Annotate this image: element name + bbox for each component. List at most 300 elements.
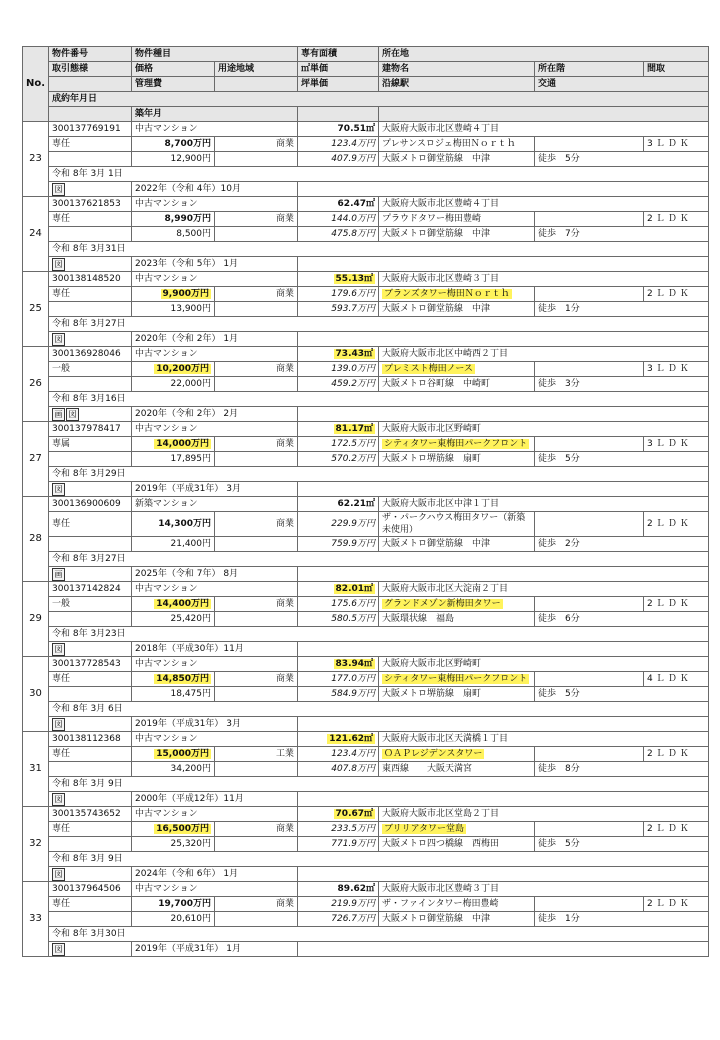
- building-name: [379, 212, 535, 227]
- record-row-1: [23, 422, 709, 437]
- zoning: 商業: [215, 137, 298, 152]
- management-fee: 21,400円: [132, 537, 215, 552]
- record-row-1: [23, 272, 709, 287]
- blank-cell: [215, 377, 298, 392]
- record-no: 29: [23, 582, 49, 657]
- record-row-4: [23, 467, 709, 482]
- layout: 2ＬＤＫ: [644, 512, 709, 537]
- record-row-2: [23, 512, 709, 537]
- header-row-5: [23, 107, 709, 122]
- record-row-2: [23, 362, 709, 377]
- listing-table-body: [23, 47, 709, 957]
- management-fee: 25,420円: [132, 612, 215, 627]
- record-row-5: [23, 717, 709, 732]
- access: 徒歩 5分: [535, 687, 709, 702]
- zoning: 商業: [215, 672, 298, 687]
- management-fee: 20,610円: [132, 912, 215, 927]
- attachment-icons: [49, 332, 132, 347]
- floorplan-icon[interactable]: 図: [52, 483, 65, 496]
- property-type: 中古マンション: [132, 582, 298, 597]
- photo-icon[interactable]: 画: [52, 568, 65, 581]
- record-no: 24: [23, 197, 49, 272]
- floor: [535, 512, 644, 537]
- area: [298, 422, 379, 437]
- area: [298, 197, 379, 212]
- area: [298, 657, 379, 672]
- property-type: 中古マンション: [132, 272, 298, 287]
- tsubo-price: 771.9万円: [298, 837, 379, 852]
- zoning: 商業: [215, 212, 298, 227]
- access: 徒歩 7分: [535, 227, 709, 242]
- area: [298, 497, 379, 512]
- deal-type: 一般: [49, 362, 132, 377]
- record-row-2: [23, 672, 709, 687]
- property-type: 中古マンション: [132, 882, 298, 897]
- built-date: 2000年（平成12年）11月: [132, 792, 298, 807]
- tsubo-price: 459.2万円: [298, 377, 379, 392]
- property-type: 中古マンション: [132, 422, 298, 437]
- header-built: 築年月: [132, 107, 298, 122]
- price-value: 8,990万円: [164, 214, 211, 224]
- record-row-5: [23, 792, 709, 807]
- area: [298, 582, 379, 597]
- address: 大阪府大阪市北区豊崎３丁目: [379, 882, 709, 897]
- header-blank: [49, 77, 132, 92]
- property-number[interactable]: 300136928046: [49, 347, 132, 362]
- deal-type: 専任: [49, 512, 132, 537]
- price-value: 9,900万円: [162, 289, 209, 299]
- building-name: [379, 362, 535, 377]
- blank-cell: [49, 227, 132, 242]
- record-row-2: [23, 747, 709, 762]
- record-row-1: [23, 197, 709, 212]
- price: [132, 362, 215, 377]
- sqm-price: 179.6万円: [298, 287, 379, 302]
- property-listing-sheet: [22, 46, 708, 957]
- price: [132, 822, 215, 837]
- sqm-price: 219.9万円: [298, 897, 379, 912]
- attachment-icons: [49, 942, 132, 957]
- record-row-3: [23, 912, 709, 927]
- building-value: プレミスト梅田ノース: [384, 364, 473, 374]
- price: [132, 212, 215, 227]
- address: 大阪府大阪市北区大淀南２丁目: [379, 582, 709, 597]
- header-row-4: [23, 92, 709, 107]
- railway-station: 大阪メトロ御堂筋線 中津: [379, 152, 535, 167]
- record-row-2: [23, 437, 709, 452]
- record-row-1: [23, 122, 709, 137]
- tsubo-price: 475.8万円: [298, 227, 379, 242]
- record-no: 25: [23, 272, 49, 347]
- railway-station: 東西線 大阪天満宮: [379, 762, 535, 777]
- area-value: 62.21㎡: [337, 499, 376, 509]
- blank-cell: [215, 687, 298, 702]
- blank-cell: [49, 537, 132, 552]
- layout: 2ＬＤＫ: [644, 212, 709, 227]
- address: 大阪府大阪市北区堂島２丁目: [379, 807, 709, 822]
- blank-cell: [49, 302, 132, 317]
- listing-table: [22, 46, 709, 957]
- header-zoning: 用途地域: [215, 62, 298, 77]
- railway-station: 大阪メトロ谷町線 中崎町: [379, 377, 535, 392]
- sqm-price: 175.6万円: [298, 597, 379, 612]
- property-number[interactable]: 300136900609: [49, 497, 132, 512]
- record-row-4: [23, 627, 709, 642]
- record-no: 33: [23, 882, 49, 957]
- tsubo-price: 759.9万円: [298, 537, 379, 552]
- header-floor: 所在階: [535, 62, 644, 77]
- floorplan-icon[interactable]: 図: [52, 943, 65, 956]
- floor: [535, 212, 644, 227]
- management-fee: 18,475円: [132, 687, 215, 702]
- price-value: 16,500万円: [156, 824, 209, 834]
- blank-cell: [215, 762, 298, 777]
- area-value: 70.51㎡: [337, 124, 376, 134]
- layout: 3ＬＤＫ: [644, 437, 709, 452]
- blank-cell: [215, 452, 298, 467]
- record-row-3: [23, 762, 709, 777]
- floor: [535, 822, 644, 837]
- price: [132, 287, 215, 302]
- attachment-icons: [49, 642, 132, 657]
- zoning: 商業: [215, 822, 298, 837]
- access: 徒歩 5分: [535, 152, 709, 167]
- record-row-5: [23, 182, 709, 197]
- header-access: 交通: [535, 77, 709, 92]
- price-value: 14,850万円: [156, 674, 209, 684]
- record-row-4: [23, 317, 709, 332]
- property-number[interactable]: 300137964506: [49, 882, 132, 897]
- record-row-4: [23, 552, 709, 567]
- layout: 3ＬＤＫ: [644, 362, 709, 377]
- contract-date: 令和 8年 3月30日: [49, 927, 709, 942]
- header-row-3: [23, 77, 709, 92]
- building-name: [379, 822, 535, 837]
- header-fee: 管理費: [132, 77, 215, 92]
- blank-cell: [298, 182, 709, 197]
- building-name: [379, 897, 535, 912]
- floor: [535, 137, 644, 152]
- area-value: 73.43㎡: [335, 349, 374, 359]
- area: [298, 272, 379, 287]
- management-fee: 22,000円: [132, 377, 215, 392]
- deal-type: 専任: [49, 212, 132, 227]
- record-row-3: [23, 687, 709, 702]
- access: 徒歩 3分: [535, 377, 709, 392]
- area: [298, 347, 379, 362]
- access: 徒歩 2分: [535, 537, 709, 552]
- header-property-type: 物件種目: [132, 47, 298, 62]
- property-number[interactable]: 300137728543: [49, 657, 132, 672]
- building-value: シティタワー東梅田パークフロント: [384, 674, 528, 684]
- management-fee: 8,500円: [132, 227, 215, 242]
- railway-station: 大阪メトロ四つ橋線 西梅田: [379, 837, 535, 852]
- property-type: 新築マンション: [132, 497, 298, 512]
- management-fee: 12,900円: [132, 152, 215, 167]
- blank-cell: [215, 837, 298, 852]
- zoning: 商業: [215, 287, 298, 302]
- record-row-1: [23, 732, 709, 747]
- header-blank: [215, 77, 298, 92]
- deal-type: 一般: [49, 597, 132, 612]
- price-value: 14,400万円: [156, 599, 209, 609]
- record-row-4: [23, 242, 709, 257]
- address: 大阪府大阪市北区豊崎４丁目: [379, 122, 709, 137]
- building-name: [379, 597, 535, 612]
- record-row-2: [23, 897, 709, 912]
- sqm-price: 123.4万円: [298, 747, 379, 762]
- attachment-icons: [49, 482, 132, 497]
- area: [298, 882, 379, 897]
- built-date: 2023年（令和 5年） 1月: [132, 257, 298, 272]
- built-date: 2018年（平成30年）11月: [132, 642, 298, 657]
- price: [132, 512, 215, 537]
- contract-date: 令和 8年 3月27日: [49, 552, 709, 567]
- property-type: 中古マンション: [132, 347, 298, 362]
- area: [298, 807, 379, 822]
- record-row-5: [23, 642, 709, 657]
- record-no: 31: [23, 732, 49, 807]
- area-value: 121.62㎡: [329, 734, 374, 744]
- record-row-5: [23, 942, 709, 957]
- contract-date: 令和 8年 3月29日: [49, 467, 709, 482]
- record-no: 30: [23, 657, 49, 732]
- attachment-icons: [49, 792, 132, 807]
- photo-icon[interactable]: 画: [52, 408, 65, 421]
- contract-date: 令和 8年 3月31日: [49, 242, 709, 257]
- record-row-1: [23, 582, 709, 597]
- railway-station: 大阪メトロ御堂筋線 中津: [379, 302, 535, 317]
- zoning: 商業: [215, 362, 298, 377]
- blank-cell: [215, 537, 298, 552]
- property-number[interactable]: 300137978417: [49, 422, 132, 437]
- header-blank: [298, 107, 379, 122]
- area-value: 62.47㎡: [337, 199, 376, 209]
- blank-cell: [49, 377, 132, 392]
- built-date: 2020年（令和 2年） 1月: [132, 332, 298, 347]
- sqm-price: 144.0万円: [298, 212, 379, 227]
- contract-date: 令和 8年 3月 6日: [49, 702, 709, 717]
- area: [298, 122, 379, 137]
- floorplan-icon[interactable]: 図: [52, 718, 65, 731]
- blank-cell: [49, 152, 132, 167]
- access: 徒歩 1分: [535, 302, 709, 317]
- property-number[interactable]: 300137142824: [49, 582, 132, 597]
- blank-cell: [298, 867, 709, 882]
- building-value: グランドメゾン新梅田タワー: [384, 599, 501, 609]
- record-row-3: [23, 152, 709, 167]
- price: [132, 747, 215, 762]
- record-row-2: [23, 597, 709, 612]
- price-value: 19,700万円: [158, 899, 211, 909]
- deal-type: 専任: [49, 822, 132, 837]
- price-value: 10,200万円: [156, 364, 209, 374]
- price-value: 15,000万円: [156, 749, 209, 759]
- blank-cell: [298, 482, 709, 497]
- floorplan-icon[interactable]: 図: [52, 183, 65, 196]
- contract-date: 令和 8年 3月23日: [49, 627, 709, 642]
- zoning: 商業: [215, 512, 298, 537]
- built-date: 2020年（令和 2年） 2月: [132, 407, 298, 422]
- deal-type: 専任: [49, 897, 132, 912]
- floorplan-icon[interactable]: 図: [52, 258, 65, 271]
- record-row-3: [23, 302, 709, 317]
- record-row-2: [23, 137, 709, 152]
- blank-cell: [298, 942, 709, 957]
- address: 大阪府大阪市北区野崎町: [379, 422, 709, 437]
- property-number[interactable]: 300138112368: [49, 732, 132, 747]
- record-no: 27: [23, 422, 49, 497]
- header-address: 所在地: [379, 47, 709, 62]
- record-row-5: [23, 407, 709, 422]
- record-row-2: [23, 822, 709, 837]
- attachment-icons: [49, 717, 132, 732]
- built-date: 2022年（令和 4年）10月: [132, 182, 298, 197]
- blank-cell: [298, 332, 709, 347]
- price-value: 8,700万円: [164, 139, 211, 149]
- header-row-1: [23, 47, 709, 62]
- property-number[interactable]: 300137621853: [49, 197, 132, 212]
- floorplan-icon[interactable]: 図: [52, 793, 65, 806]
- property-number[interactable]: 300135743652: [49, 807, 132, 822]
- area-value: 82.01㎡: [335, 584, 374, 594]
- header-blank: [379, 107, 709, 122]
- area-value: 55.13㎡: [335, 274, 374, 284]
- zoning: 商業: [215, 897, 298, 912]
- tsubo-price: 407.9万円: [298, 152, 379, 167]
- floorplan-icon[interactable]: 図: [66, 408, 79, 421]
- header-line: 沿線駅: [379, 77, 535, 92]
- record-row-3: [23, 612, 709, 627]
- access: 徒歩 5分: [535, 837, 709, 852]
- building-name: [379, 672, 535, 687]
- record-row-1: [23, 657, 709, 672]
- price: [132, 597, 215, 612]
- address: 大阪府大阪市北区野崎町: [379, 657, 709, 672]
- tsubo-price: 570.2万円: [298, 452, 379, 467]
- tsubo-price: 726.7万円: [298, 912, 379, 927]
- building-value: ブランズタワー梅田Ｎｏｒｔｈ: [384, 289, 510, 299]
- property-number[interactable]: 300138148520: [49, 272, 132, 287]
- building-name: [379, 437, 535, 452]
- record-row-1: [23, 807, 709, 822]
- record-row-1: [23, 882, 709, 897]
- zoning: 商業: [215, 437, 298, 452]
- deal-type: 専属: [49, 437, 132, 452]
- layout: 4ＬＤＫ: [644, 672, 709, 687]
- access: 徒歩 5分: [535, 452, 709, 467]
- floor: [535, 597, 644, 612]
- sqm-price: 177.0万円: [298, 672, 379, 687]
- deal-type: 専任: [49, 672, 132, 687]
- property-type: 中古マンション: [132, 732, 298, 747]
- access: 徒歩 6分: [535, 612, 709, 627]
- layout: 2ＬＤＫ: [644, 597, 709, 612]
- tsubo-price: 593.7万円: [298, 302, 379, 317]
- sqm-price: 233.5万円: [298, 822, 379, 837]
- building-value: シティタワー東梅田パークフロント: [384, 439, 528, 449]
- address: 大阪府大阪市北区中崎西２丁目: [379, 347, 709, 362]
- floorplan-icon[interactable]: 図: [52, 333, 65, 346]
- record-row-3: [23, 837, 709, 852]
- deal-type: 専任: [49, 287, 132, 302]
- record-row-3: [23, 537, 709, 552]
- railway-station: 大阪メトロ御堂筋線 中津: [379, 227, 535, 242]
- blank-cell: [49, 837, 132, 852]
- record-no: 23: [23, 122, 49, 197]
- building-value: ザ・ファインタワー梅田豊崎: [382, 899, 499, 909]
- price-value: 14,000万円: [156, 439, 209, 449]
- record-row-5: [23, 332, 709, 347]
- attachment-icons: [49, 182, 132, 197]
- attachment-icons: [49, 567, 132, 582]
- blank-cell: [215, 912, 298, 927]
- building-value: プレサンスロジェ梅田Ｎｏｒｔｈ: [382, 139, 516, 149]
- area: [298, 732, 379, 747]
- price: [132, 137, 215, 152]
- blank-cell: [49, 687, 132, 702]
- contract-date: 令和 8年 3月 1日: [49, 167, 709, 182]
- record-row-4: [23, 167, 709, 182]
- record-row-5: [23, 867, 709, 882]
- blank-cell: [298, 257, 709, 272]
- railway-station: 大阪環状線 福島: [379, 612, 535, 627]
- floorplan-icon[interactable]: 図: [52, 643, 65, 656]
- header-deal-type: 取引態様: [49, 62, 132, 77]
- contract-date: 令和 8年 3月16日: [49, 392, 709, 407]
- building-value: プラウドタワー梅田豊崎: [382, 214, 482, 224]
- building-name: [379, 287, 535, 302]
- built-date: 2019年（平成31年） 1月: [132, 942, 298, 957]
- area-value: 81.17㎡: [335, 424, 374, 434]
- record-no: 26: [23, 347, 49, 422]
- layout: 2ＬＤＫ: [644, 287, 709, 302]
- record-row-1: [23, 347, 709, 362]
- header-contract-date: 成約年月日: [49, 92, 709, 107]
- record-row-5: [23, 482, 709, 497]
- price-value: 14,300万円: [158, 519, 211, 529]
- area-value: 89.62㎡: [337, 884, 376, 894]
- management-fee: 34,200円: [132, 762, 215, 777]
- property-type: 中古マンション: [132, 807, 298, 822]
- layout: 3ＬＤＫ: [644, 137, 709, 152]
- header-sqm-price: ㎡単価: [298, 62, 379, 77]
- floor: [535, 747, 644, 762]
- blank-cell: [298, 567, 709, 582]
- attachment-icons: [49, 867, 132, 882]
- management-fee: 13,900円: [132, 302, 215, 317]
- floor: [535, 897, 644, 912]
- tsubo-price: 584.9万円: [298, 687, 379, 702]
- blank-cell: [49, 912, 132, 927]
- price: [132, 672, 215, 687]
- built-date: 2025年（令和 7年） 8月: [132, 567, 298, 582]
- access: 徒歩 8分: [535, 762, 709, 777]
- blank-cell: [298, 407, 709, 422]
- floor: [535, 672, 644, 687]
- deal-type: 専任: [49, 747, 132, 762]
- property-number[interactable]: 300137769191: [49, 122, 132, 137]
- address: 大阪府大阪市北区豊崎４丁目: [379, 197, 709, 212]
- floor: [535, 287, 644, 302]
- blank-cell: [215, 612, 298, 627]
- blank-cell: [215, 227, 298, 242]
- header-area: 専有面積: [298, 47, 379, 62]
- area-value: 83.94㎡: [335, 659, 374, 669]
- sqm-price: 139.0万円: [298, 362, 379, 377]
- property-type: 中古マンション: [132, 122, 298, 137]
- floorplan-icon[interactable]: 図: [52, 868, 65, 881]
